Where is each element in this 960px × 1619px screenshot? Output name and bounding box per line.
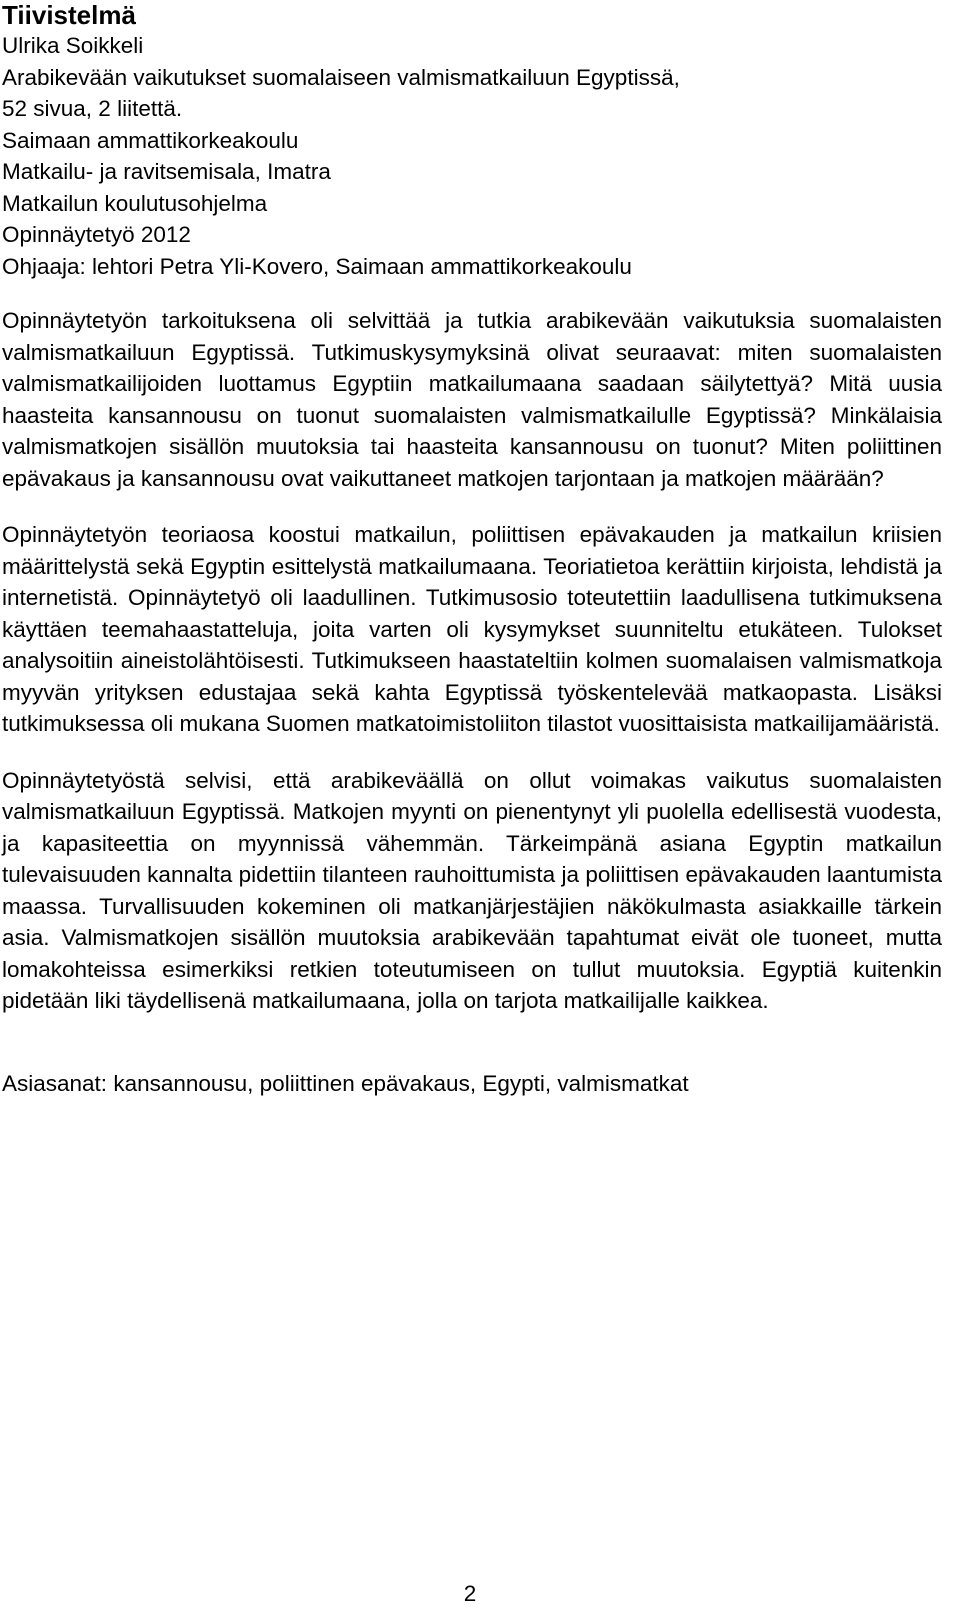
page-title: Tiivistelmä [2,0,136,30]
abstract-paragraph-results: Opinnäytetyöstä selvisi, että arabikeväällä on ollut voimakas vaikutus suomalaisten valmismatkailuun Egyptissä. Matkojen myynti on pienentynyt yli puolella edellisestä vuodesta, ja kapasiteettia on myynnissä vähemmän. Tärkeimpänä asiana Egyptin matkailun tulevaisuuden kannalta pidettiin tilanteen rauhoittumista ja poliittisen epävakauden laantumista maassa. Turvallisuuden kokeminen oli matkanjärjestäjien näkökulmasta asiakkaille tärkein asia. Valmismatkojen sisällön muutoksia arabikevään tapahtumat eivät ole tuoneet, mutta lomakohteissa esimerkiksi retkien toteutumiseen on tullut muutoksia. Egyptiä kuitenkin pidetään liki täydellisenä matkailumaana, jolla on tarjota matkailijalle kaikkea. [2,767,942,1013]
author-name: Ulrika Soikkeli [2,33,144,58]
department-name: Matkailu- ja ravitsemisala, Imatra [2,159,331,184]
page-count: 52 sivua, 2 liitettä. [2,96,183,121]
school-name: Saimaan ammattikorkeakoulu [2,127,299,153]
thesis-metadata [2,30,942,282]
supervisor-name: Ohjaaja: lehtori Petra Yli-Kovero, Saimaan ammattikorkeakoulu [2,253,632,279]
thesis-year: Opinnäytetyö 2012 [2,222,191,247]
thesis-title: Arabikevään vaikutukset suomalaiseen valmismatkailuun Egyptissä, [2,64,680,90]
page-number: 2 [463,1581,477,1606]
programme-name: Matkailun koulutusohjelma [2,190,268,216]
abstract-paragraph-purpose: Opinnäytetyön tarkoituksena oli selvittää ja tutkia arabikevään vaikutuksia suomalaisten valmismatkailuun Egyptissä. Tutkimuskysymyksinä olivat seuraavat: miten suomalaisten valmismatkailijoiden luottamus Egyptiin matkailumaana saadaan säilytettyä? Mitä uusia haasteita kansannousu on tuonut suomalaisten valmismatkailulle Egyptissä? Minkälaisia valmismatkojen sisällön muutoksia tai haasteita kansannousu on tuonut? Miten poliittinen epävakaus ja kansannousu ovat vaikuttaneet matkojen tarjontaan ja matkojen määrään? [2,308,942,491]
keywords: Asiasanat: kansannousu, poliittinen epävakaus, Egypti, valmismatkat [2,1070,689,1096]
abstract-paragraph-method: Opinnäytetyön teoriaosa koostui matkailun, poliittisen epävakauden ja matkailun kriisien määrittelystä sekä Egyptin esittelystä matkailumaana. Teoriatietoa kerättiin kirjoista, lehdistä ja internetistä. Opinnäytetyö oli laadullinen. Tutkimusosio toteutettiin laadullisena tutkimuksena käyttäen teemahaastatteluja, joita varten oli kysymykset suunniteltu etukäteen. Tulokset analysoitiin aineistolähtöisesti. Tutkimukseen haastateltiin kolmen suomalaisen valmismatkoja myyvän yrityksen edustajaa sekä kahta Egyptissä työskentelevää matkaopasta. Lisäksi tutkimuksessa oli mukana Suomen matkatoimistoliiton tilastot vuosittaisista matkailijamääristä. [2,522,942,736]
